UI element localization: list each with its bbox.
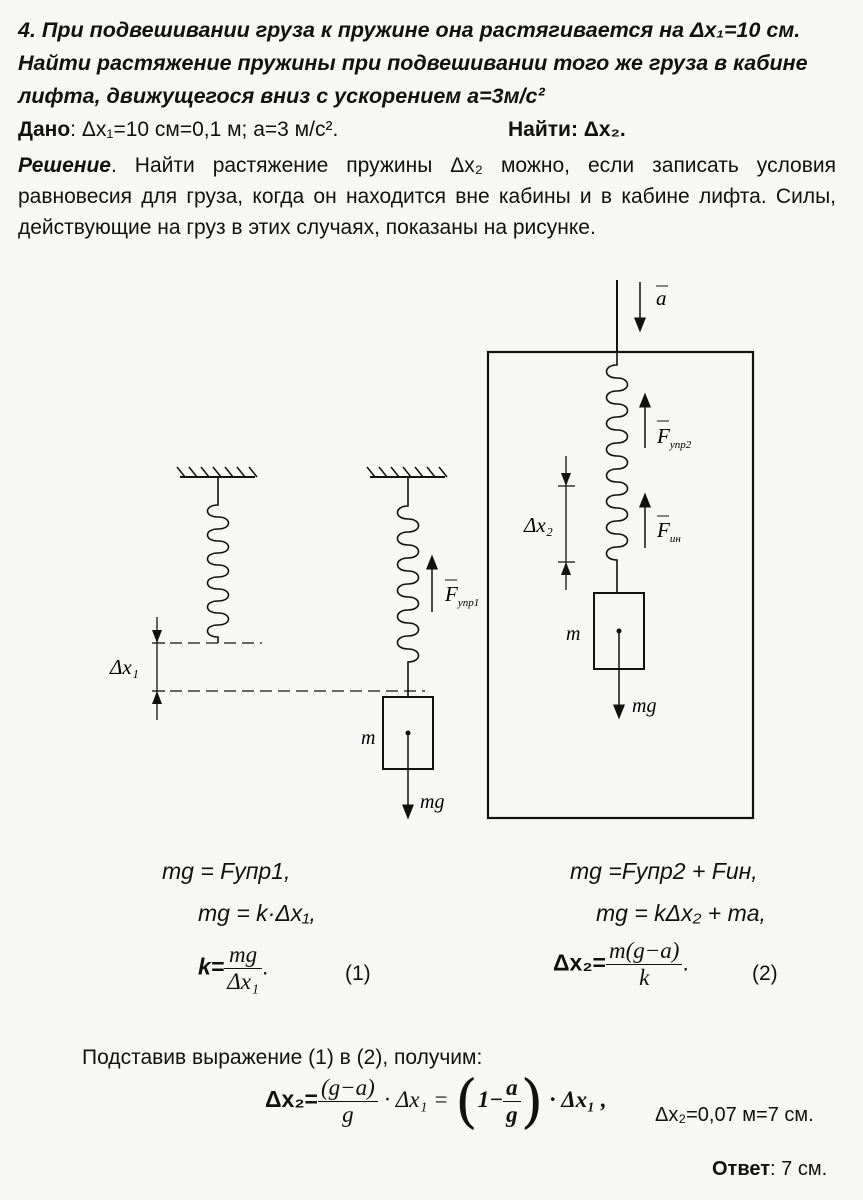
final-formula: Δx₂= $\frac{(g-a)}{g}$ · Δx₁ = (1− $\frac{a}{g}$ ) · Δx₁ , bbox=[265, 1067, 607, 1135]
mg-label-2: mg bbox=[632, 695, 657, 717]
find-line bbox=[508, 118, 626, 142]
elevator-cabin bbox=[488, 352, 753, 818]
k-fraction: $\frac{mg}{\text{Δx₁}}$ bbox=[224, 942, 262, 995]
eq-right-1: mg =Fупр2 + Fин, bbox=[570, 858, 758, 884]
mg-label-1: mg bbox=[420, 791, 445, 813]
eq-right-2: mg = kΔx₂ + ma, bbox=[596, 900, 766, 926]
given-line bbox=[18, 118, 338, 142]
answer-label: Ответ bbox=[712, 1158, 771, 1180]
answer-line bbox=[712, 1158, 827, 1181]
spring-2 bbox=[398, 477, 419, 697]
eq-left-2: mg = k·Δx₁, bbox=[198, 900, 316, 926]
find-label: Найти: bbox=[508, 118, 578, 141]
solution-label: Решение bbox=[18, 154, 111, 177]
find-value: Δx₂. bbox=[583, 118, 626, 141]
dx1-dimension bbox=[152, 617, 165, 720]
a-label: a bbox=[656, 286, 667, 310]
eq-left-3: k= $\frac{mg}{\text{Δx₁}}$ . bbox=[198, 942, 269, 994]
eq-tag-2: (2) bbox=[752, 962, 778, 985]
f-upr2-label: $F_{упр2}$ bbox=[657, 424, 692, 451]
problem-statement: 4. При подвешивании груза к пружине она растягивается на Δx₁=10 см. Найти растяжение пружины при подвешивании того же груза в кабине лифта, движущегося вниз с ускорением a=3м/c² bbox=[18, 18, 808, 108]
spring-1 bbox=[208, 477, 229, 643]
result-value: Δx₂=0,07 м=7 см. bbox=[655, 1104, 814, 1126]
dx2-dimension bbox=[558, 456, 575, 590]
substitution-text: Подставив выражение (1) в (2), получим: bbox=[82, 1046, 483, 1069]
eq-left-1: mg = Fупр1, bbox=[162, 858, 291, 884]
solution-text: . Найти растяжение пружины Δx₂ можно, если записать условия равновесия для груза, когда он находится вне кабины и в кабине лифта. Силы, действующие на груз в этих случаях, показаны на рисунке. bbox=[18, 154, 836, 239]
f-upr1-label: $F_{упр1}$ bbox=[445, 582, 480, 609]
spring-3 bbox=[607, 352, 628, 593]
solution-paragraph bbox=[18, 150, 836, 243]
eq-right-3: Δx₂= $\frac{m(g-a)}{k}$ . bbox=[553, 938, 689, 990]
f-in-label: $F_{ин}$ bbox=[657, 518, 681, 545]
answer-value: : 7 см. bbox=[770, 1158, 828, 1180]
dx2-fraction: $\frac{m(g-a)}{k}$ bbox=[606, 938, 682, 991]
given-label: Дано bbox=[18, 118, 71, 141]
ceiling-2 bbox=[367, 467, 447, 477]
given-values: : Δx₁=10 см=0,1 м; a=3 м/c². bbox=[70, 118, 339, 141]
dx2-label: Δx₂ bbox=[524, 513, 553, 537]
mass-label-2: m bbox=[566, 623, 581, 645]
dx1-label: Δx₁ bbox=[110, 655, 139, 679]
mass-label-1: m bbox=[361, 727, 376, 749]
eq-tag-1: (1) bbox=[345, 962, 371, 985]
spring-diagram bbox=[0, 270, 863, 830]
ceiling-1 bbox=[177, 467, 257, 477]
